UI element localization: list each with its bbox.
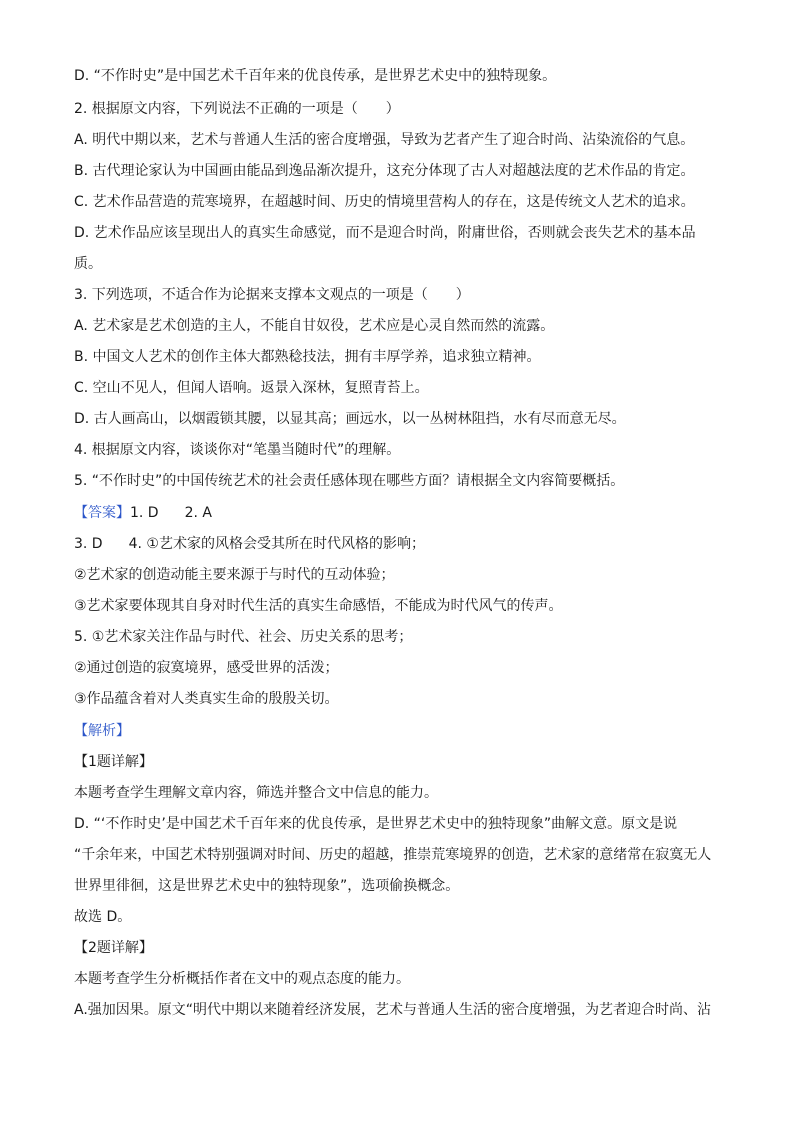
question-4: 4. 根据原文内容，谈谈你对“笔墨当随时代”的理解。: [74, 442, 401, 458]
question-5: 5. “不作时史”的中国传统艺术的社会责任感体现在哪些方面？请根据全文内容简要概括。: [74, 473, 625, 489]
answer-4-point-2: ②艺术家的创造动能主要来源于与时代的互动体验；: [74, 567, 395, 583]
option-3b: B. 中国文人艺术的创作主体大都熟稔技法，拥有丰厚学养，追求独立精神。: [74, 349, 541, 365]
answer-line-2: [74, 535, 734, 553]
q2-detail-heading: 【2题详解】: [74, 940, 153, 956]
option-3d: D. 古人画高山，以烟霞锁其腰，以显其高；画远水，以一丛树林阻挡，水有尽而意无尽。: [74, 411, 626, 427]
answer-1: 1. D: [130, 505, 159, 521]
q1-detail-intro: 本题考查学生理解文章内容，筛选并整合文中信息的能力。: [74, 785, 438, 801]
option-2b: B. 古代理论家认为中国画由能品到逸品渐次提升，这充分体现了古人对超越法度的艺术作品的肯定。: [74, 163, 695, 179]
q2-detail-body-1: A.强加因果。原文“明代中期以来随着经济发展，艺术与普通人生活的密合度增强，为艺者迎合时尚、沾: [74, 1002, 712, 1018]
answer-2: 2. A: [184, 505, 212, 521]
question-2: 2. 根据原文内容，下列说法不正确的一项是（ ）: [74, 101, 400, 117]
q1-detail-body-3: 世界里徘徊，这是世界艺术史中的独特现象”，选项偷换概念。: [74, 878, 460, 894]
answer-5-point-1: 5. ①艺术家关注作品与时代、社会、历史关系的思考；: [74, 629, 413, 645]
analysis-tag: 【解析】: [74, 723, 130, 739]
answer-3: 3. D: [74, 536, 103, 552]
q2-detail-intro: 本题考查学生分析概括作者在文中的观点态度的能力。: [74, 971, 410, 987]
option-2c: C. 艺术作品营造的荒寒境界，在超越时间、历史的情境里营构人的存在，这是传统文人艺术的追求。: [74, 194, 695, 210]
answer-4-point-1: 4. ①艺术家的风格会受其所在时代风格的影响；: [128, 536, 425, 552]
answer-4-point-3: ③艺术家要体现其自身对时代生活的真实生命感悟，不能成为时代风气的传声。: [74, 598, 563, 614]
option-1d: D. “不作时史”是中国艺术千百年来的优良传承，是世界艺术史中的独特现象。: [74, 68, 557, 84]
q1-detail-body-2: “千余年来，中国艺术特别强调对时间、历史的超越，推崇荒寒境界的创造，艺术家的意绪常在寂寞无人: [74, 847, 712, 863]
question-3: 3. 下列选项，不适合作为论据来支撑本文观点的一项是（ ）: [74, 287, 470, 303]
answer-line-1: [74, 504, 734, 522]
q1-conclusion: 故选 D。: [74, 909, 132, 925]
option-2d-cont: 质。: [74, 256, 102, 272]
q1-detail-body-1: D. “‘不作时史’是中国艺术千百年来的优良传承，是世界艺术史中的独特现象”曲解文意。原文是说: [74, 816, 678, 832]
answer-5-point-3: ③作品蕴含着对人类真实生命的殷殷关切。: [74, 691, 339, 707]
answer-tag: 【答案】: [74, 505, 130, 521]
option-3c: C. 空山不见人，但闻人语响。返景入深林，复照青苔上。: [74, 380, 429, 396]
answer-5-point-2: ②通过创造的寂寞境界，感受世界的活泼；: [74, 660, 339, 676]
option-2a: A. 明代中期以来，艺术与普通人生活的密合度增强，导致为艺者产生了迎合时尚、沾染流俗的气息。: [74, 132, 695, 148]
q1-detail-heading: 【1题详解】: [74, 754, 153, 770]
option-3a: A. 艺术家是艺术创造的主人，不能自甘奴役，艺术应是心灵自然而然的流露。: [74, 318, 555, 334]
option-2d: D. 艺术作品应该呈现出人的真实生命感觉，而不是迎合时尚，附庸世俗，否则就会丧失艺术的基本品: [74, 225, 696, 241]
